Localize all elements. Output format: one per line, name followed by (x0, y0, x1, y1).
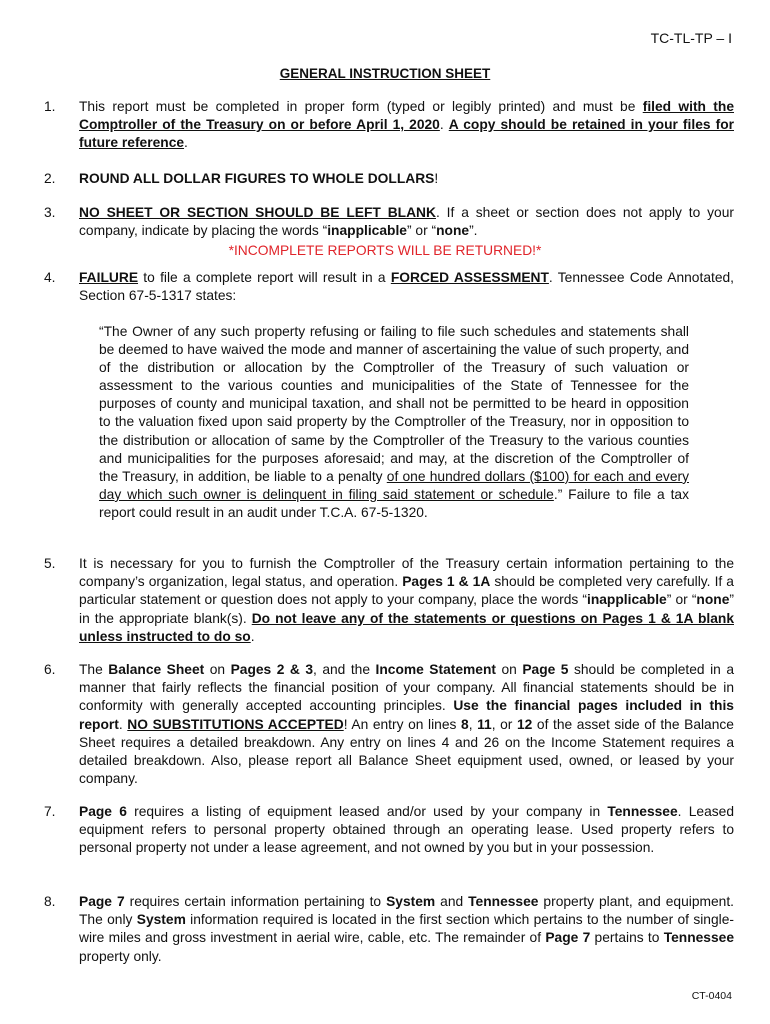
item-number: 8. (44, 894, 56, 909)
statute-quote: “The Owner of any such property refusing or failing to file such schedules and statements shall be deemed to have waived the mode and manner of ascertaining the value of such property, and of the distribution or allocation by the Comptroller of the Treasury of such valuation or assessment to the various counties and municipalities of the State of Tennessee for the purposes of county and municipal taxation, and shall not be permitted to be heard in opposition to the valuation fixed upon said property by the Comptroller of the Treasury, nor in opposition to the distribution or allocation of same by the Comptroller of the Treasury to the various counties and municipalities for the purposes aforesaid; and may, at the discretion of the Comptroller of the Treasury, in addition, be liable to a penalty of one hundred dollars ($100) for each and every day which such owner is delinquent in filing said statement or schedule.” Failure to file a tax report could result in an audit under T.C.A. 67-5-1320. (99, 324, 689, 520)
incomplete-warning: *INCOMPLETE REPORTS WILL BE RETURNED!* (228, 243, 542, 258)
instruction-item-8 (44, 893, 734, 966)
item-number: 3. (44, 205, 56, 220)
instruction-item-2 (44, 170, 734, 188)
item-number: 6. (44, 662, 56, 677)
instruction-item-3 (44, 204, 734, 240)
item-number: 5. (44, 556, 56, 571)
page-title: GENERAL INSTRUCTION SHEET (279, 66, 491, 81)
item-number: 7. (44, 804, 56, 819)
form-code: TC-TL-TP – I (650, 30, 732, 46)
item-number: 2. (44, 171, 56, 186)
item-text: Page 6 requires a listing of equipment leased and/or used by your company in Tennessee. Leased equipment refers to personal property obtained through an operating lease. Used property refers to personal property not under a lease agreement, and not owned by you but in your possession. (79, 804, 734, 856)
item-text: It is necessary for you to furnish the Comptroller of the Treasury certain information pertaining to the company’s organization, legal status, and operation. Pages 1 & 1A should be completed very carefully. If a particular statement or question does not apply to your company, place the words “inapplicable” or “none” in the appropriate blank(s). Do not leave any of the statements or questions on Pages 1 & 1A blank unless instructed to do so. (79, 556, 734, 644)
item-text: The Balance Sheet on Pages 2 & 3, and the Income Statement on Page 5 should be completed in a manner that fairly reflects the financial position of your company. All financial statements should be in conformity with generally accepted accounting principles. Use the financial pages included in this report. NO SUBSTITUTIONS ACCEPTED! An entry on lines 8, 11, or 12 of the asset side of the Balance Sheet requires a detailed breakdown. Any entry on lines 4 and 26 on the Income Statement requires a detailed breakdown. Also, please report all Balance Sheet equipment used, owned, or leased by your company. (79, 662, 734, 787)
item-text: NO SHEET OR SECTION SHOULD BE LEFT BLANK. If a sheet or section does not apply to your company, indicate by placing the words “inapplicable” or “none”. (79, 205, 734, 239)
item-text: FAILURE to file a complete report will result in a FORCED ASSESSMENT. Tennessee Code Annotated, Section 67-5-1317 states: (79, 270, 735, 304)
instruction-item-1 (44, 98, 734, 153)
item-text: ROUND ALL DOLLAR FIGURES TO WHOLE DOLLARS! (79, 171, 439, 186)
footer-code: CT-0404 (691, 990, 732, 1002)
instruction-item-4 (44, 269, 734, 305)
instruction-item-6 (44, 661, 734, 788)
item-text: This report must be completed in proper form (typed or legibly printed) and must be filed with the Comptroller of the Treasury on or before April 1, 2020. A copy should be retained in your files for future reference. (79, 99, 734, 151)
instruction-item-5 (44, 555, 734, 646)
item-number: 4. (44, 270, 56, 285)
instruction-item-7 (44, 803, 734, 858)
item-text: Page 7 requires certain information pertaining to System and Tennessee property plant, and equipment. The only System information required is located in the first section which pertains to the number of single-wire miles and gross investment in aerial wire, cable, etc. The remainder of Page 7 pertains to Tennessee property only. (79, 894, 735, 964)
item-number: 1. (44, 99, 56, 114)
